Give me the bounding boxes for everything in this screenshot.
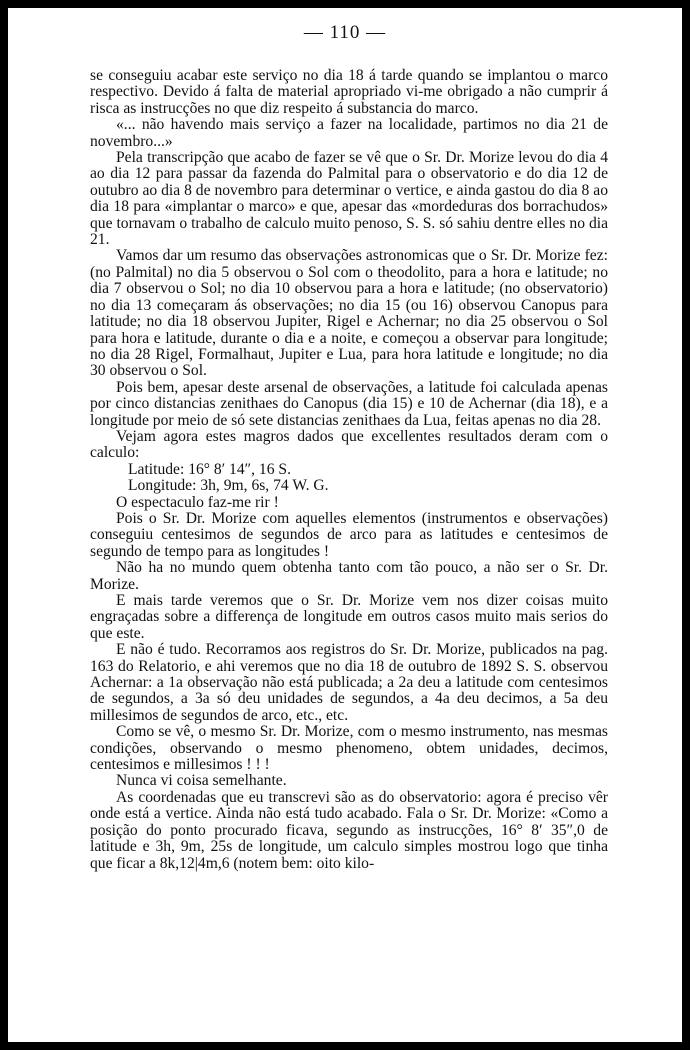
paragraph: Pois bem, apesar deste arsenal de observações, a latitude foi calculada apenas por cinco distancias zenithaes do Canopus (dia 15) e 10 de Achernar (dia 18), e a longitude por meio de só sete distancias zenithaes da Lua, feitas apenas no dia 28.	[90, 378, 608, 429]
paragraph: Não ha no mundo quem obtenha tanto com tão pouco, a não ser o Sr. Dr. Morize.	[90, 559, 608, 593]
paragraph: se conseguiu acabar este serviço no dia 18 á tarde quando se implantou o marco respectivo. Devido á falta de material apropriado vi-me obrigado a não cumprir á risca as instrucções no que diz respeito á substancia do marco.	[90, 67, 608, 117]
page-number: — 110 —	[303, 22, 387, 43]
paragraph: E mais tarde veremos que o Sr. Dr. Morize vem nos dizer coisas muito engraçadas sobre a differença de longitude em outros casos muito mais serios do que este.	[90, 592, 608, 642]
paragraph: «... não havendo mais serviço a fazer na localidade, partimos no dia 21 de novembro...»	[90, 116, 608, 150]
paragraph: Como se vê, o mesmo Sr. Dr. Morize, com o mesmo instrumento, nas mesmas condições, observando o mesmo phenomeno, obtem unidades, decimos, centesimos e millesimos ! ! !	[90, 723, 608, 774]
paragraph: O espectaculo faz-me rir !	[116, 493, 279, 511]
longitude-line: Longitude: 3h, 9m, 6s, 74 W. G.	[128, 477, 329, 495]
scanned-page	[8, 8, 682, 1042]
paragraph: As coordenadas que eu transcrevi são as do observatorio: agora é preciso vêr onde está a vertice. Ainda não está tudo acabado. Fala o Sr. Dr. Morize: «Como a posição do ponto procurado ficava, segundo as instrucções, 16° 8′ 35″,0 de latitude e 3h, 9m, 25s de longitude, um calculo simples mostrou logo que tinha que ficar a 8k,12|4m,6 (notem bem: oito kilo-	[90, 788, 608, 872]
paragraph: Vamos dar um resumo das observações astronomicas que o Sr. Dr. Morize fez: (no Palmital) no dia 5 observou o Sol com o theodolito, para a hora e latitude; no dia 7 observou o Sol; no dia 10 observou para a hora e latitude; (no observatorio) no dia 13 começaram ás observações; no dia 15 (ou 16) observou Canopus para latitude; no dia 18 observou Jupiter, Rigel e Achernar; no dia 25 observou o Sol para hora e latitude, durante o dia e a noite, e começou a observar para longitude; no dia 28 Rigel, Formalhaut, Jupiter e Lua, para hora latitude e longitude; no dia 30 observou o Sol.	[90, 247, 608, 380]
latitude-line: Latitude: 16° 8′ 14″, 16 S.	[128, 460, 291, 478]
paragraph: Nunca vi coisa semelhante.	[116, 772, 287, 790]
body-text	[90, 68, 608, 872]
paragraph: Vejam agora estes magros dados que excellentes resultados deram com o calculo:	[90, 427, 608, 462]
paragraph: E não é tudo. Recorramos aos registros do Sr. Dr. Morize, publicados na pag. 163 do Relatorio, e ahi veremos que no dia 18 de outubro de 1892 S. S. observou Achernar: a 1a observação não está publicada; a 2a deu a latitude com centesimos de segundos, a 3a só deu unidades de segundos, a 4a deu decimos, a 5a deu millesimos de segundos de arco, etc., etc.	[90, 641, 608, 724]
paragraph: Pois o Sr. Dr. Morize com aquelles elementos (instrumentos e observações) conseguiu centesimos de segundos de arco para as latitudes e centesimos de segundo de tempo para as longitudes !	[90, 509, 608, 560]
paragraph: Pela transcripção que acabo de fazer se vê que o Sr. Dr. Morize levou do dia 4 ao dia 12 para passar da fazenda do Palmital para o observatorio e do dia 12 de outubro ao dia 8 de novembro para determinar o vertice, e ainda gastou do dia 8 ao dia 18 para «implantar o marco» e que, apesar das «mordeduras dos borrachudos» que tornavam o trabalho de calculo muito penoso, S. S. só sahiu dentre elles no dia 21.	[90, 149, 608, 249]
